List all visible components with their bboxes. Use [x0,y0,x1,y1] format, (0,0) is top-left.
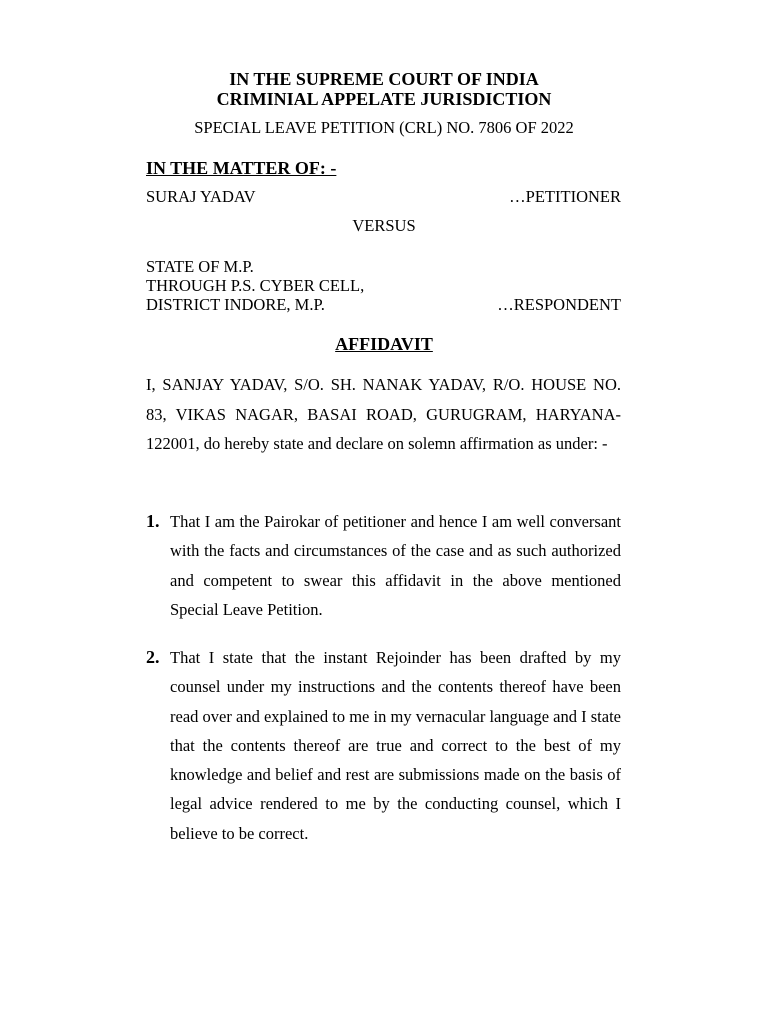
affidavit-intro: I, SANJAY YADAV, S/O. SH. NANAK YADAV, R/O. HOUSE NO. 83, VIKAS NAGAR, BASAI ROAD, GURUGRAM, HARYANA-122001, do hereby state and declare on solemn affirmation as under: - [146,375,621,453]
respondent-line-3: DISTRICT INDORE, M.P. [146,295,325,314]
paragraph-2 [146,643,621,848]
petitioner-role: …PETITIONER [509,187,621,206]
court-name: IN THE SUPREME COURT OF INDIA [229,69,539,89]
paragraph-number: 1. [146,511,160,531]
paragraph-number: 2. [146,647,160,667]
paragraph-text: That I am the Pairokar of petitioner and hence I am well conversant with the facts and circumstances of the case and as such authorized and competent to swear this affidavit in the above mentioned Special Leave Petition. [170,512,621,619]
petition-number: SPECIAL LEAVE PETITION (CRL) NO. 7806 OF 2022 [194,118,574,137]
versus-label: VERSUS [352,216,416,235]
paragraph-text: That I state that the instant Rejoinder has been drafted by my counsel under my instructions and the contents thereof have been read over and explained to me in my vernacular language and I state that the contents thereof are true and correct to the best of my knowledge and belief and rest are submissions made on the basis of legal advice rendered to me by the conducting counsel, which I believe to be correct. [170,648,621,843]
affidavit-title: AFFIDAVIT [335,334,433,354]
petitioner-name: SURAJ YADAV [146,187,256,206]
jurisdiction: CRIMINIAL APPELATE JURISDICTION [216,89,552,109]
respondent-role: …RESPONDENT [497,295,621,314]
matter-heading: IN THE MATTER OF: - [146,158,337,178]
paragraph-1 [146,507,621,624]
respondent-line-2: THROUGH P.S. CYBER CELL, [146,276,365,295]
respondent-line-1: STATE OF M.P. [146,257,254,276]
